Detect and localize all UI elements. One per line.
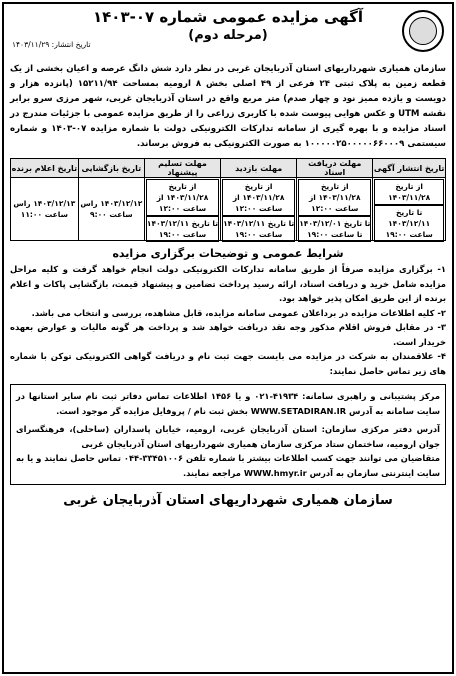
schedule-table xyxy=(10,158,446,241)
cell-docs xyxy=(297,178,373,241)
header-opening-date: تاریخ بازگشایی xyxy=(78,159,144,178)
cell-winner xyxy=(11,178,79,241)
offer-from: از تاریخ ۱۴۰۳/۱۱/۲۸ از ساعت ۱۲:۰۰ xyxy=(146,179,219,216)
opening-value: ۱۴۰۳/۱۲/۱۲ راس ساعت ۹:۰۰ xyxy=(80,199,143,219)
condition-item: ۴- علاقمندان به شرکت در مزایده می بایست جهت ثبت نام و دریافت گواهی الکترونیکی توکن با شماره های زیر تماس حاصل نمایند: xyxy=(10,351,446,376)
header-doc-deadline: مهلت دریافت اسناد xyxy=(297,159,373,178)
header-offer-deadline: مهلت تسلیم پیشنهاد xyxy=(144,159,220,178)
visit-to: تا تاریخ ۱۴۰۳/۱۲/۱۱ ساعت ۱۹:۰۰ xyxy=(222,216,295,242)
docs-to: تا تاریخ ۱۴۰۳/۱۲/۰۱ تا ساعت ۱۹:۰۰ xyxy=(298,216,371,242)
publish-date: تاریخ انتشار: ۱۴۰۳/۱۱/۲۹ xyxy=(12,40,91,49)
footer-org-name: سازمان همیاری شهرداریهای استان آذربایجان غربی xyxy=(63,493,393,508)
offer-to: تا تاریخ ۱۴۰۳/۱۲/۱۱ ساعت ۱۹:۰۰ xyxy=(146,216,219,242)
cell-opening xyxy=(78,178,144,241)
header-visit-deadline: مهلت بازدید xyxy=(221,159,297,178)
notice-subtitle: (مرحله دوم) xyxy=(188,28,268,43)
cell-offer xyxy=(144,178,220,241)
notice-page xyxy=(2,2,454,674)
notice-header xyxy=(10,8,446,60)
support-box xyxy=(10,384,446,485)
header-publish-date: تاریخ انتشار آگهی xyxy=(373,159,446,178)
support-center-text: مرکز پشتیبانی و راهبری سامانه: ۴۱۹۳۴-۰۲۱ و یا ۱۴۵۶ اطلاعات تماس دفاتر ثبت نام سایر استانها در سایت سامانه به آدرس WWW.SETADIRAN.IR بخش ثبت نام / پروفایل مزایده گر موجود است. xyxy=(16,391,440,416)
intro-paragraph: سازمان همیاری شهرداریهای استان آذربایجان غربی در نظر دارد شش دانگ عرصه و اعیان بخشی از یک قطعه زمین به پلاک ثبتی ۲۴ فرعی از ۴۹ اصلی بخش ۸ ارومیه بمساحت ۱۵۲۱۱/۹۴ (پانزده هزار و دویست و یازده ممیز نود و چهار صدم) متر مربع واقع در استان آذربایجان غربی، شهر مرزی سرو برابر نقشه UTM و عکس هوایی پیوست شده با کاربری زراعی را از طریق مزایده عمومی با جزئیات مندرج در اسناد مزایده و با بهره گیری از سامانه تدارکات الکترونیکی دولت با شماره مزایده ۰۷-۱۴۰۳ و شماره سیستمی ۱۰۰۰۰۰۲۵۰۰۰۰۰۶۶۰۰۰۹ به صورت الکترونیکی به فروش برساند. xyxy=(10,64,446,149)
condition-item: ۲- کلیه اطلاعات مزایده در برداعلان عمومی سامانه مزایده، قابل مشاهده، بررسی و انتخاب می باشد. xyxy=(31,307,446,318)
organization-logo-icon xyxy=(402,10,444,52)
publish-from: از تاریخ ۱۴۰۳/۱۱/۲۸ xyxy=(374,179,444,205)
conditions-list xyxy=(10,262,446,378)
contact-text: متقاضیان می توانند جهت کسب اطلاعات بیشتر با شماره تلفن ۳۳۴۵۱۰۰۶-۰۴۴ تماس حاصل نمایند و یا به سایت اینترنتی سازمان به آدرس WWW.hmyr.ir مراجعه نمایند. xyxy=(16,453,440,478)
docs-from: از تاریخ ۱۴۰۳/۱۱/۲۸ از ساعت ۱۲:۰۰ xyxy=(298,179,371,216)
publish-to: تا تاریخ ۱۴۰۳/۱۲/۱۱ ساعت ۱۹:۰۰ xyxy=(374,205,444,242)
condition-item: ۱- برگزاری مزایده صرفاً از طریق سامانه تدارکات الکترونیکی دولت انجام خواهد گرفت و کلیه مراحل مزایده شامل خرید و دریافت اسناد، ارائه رسید پرداخت تضامین و پیشنهاد قیمت، بازگشایی پاکات و اعلام برنده از این طریق امکان پذیر خواهد بود. xyxy=(10,264,446,303)
cell-publish xyxy=(373,178,446,241)
winner-value: ۱۴۰۳/۱۲/۱۳ راس ساعت ۱۱:۰۰ xyxy=(13,199,76,219)
cell-visit xyxy=(221,178,297,241)
schedule-header-row xyxy=(11,159,446,178)
header-winner-date: تاریخ اعلام برنده xyxy=(11,159,79,178)
visit-from: از تاریخ ۱۴۰۳/۱۱/۲۸ از ساعت ۱۲:۰۰ xyxy=(222,179,295,216)
condition-item: ۳- در مقابل فروش اقلام مذکور وجه نقد دریافت خواهد شد و پرداخت هر گونه مالیات و عوارض بعهده خریدار است. xyxy=(10,322,446,347)
office-address-text: آدرس دفتر مرکزی سازمان: استان آذربایجان غربی، ارومیه، خیابان پاسداران (ساحلی)، فرهنگسرای جوان ارومیه، ساختمان ستاد مرکزی سازمان همیاری شهرداریهای استان آذربایجان غربی xyxy=(16,424,440,449)
notice-title: آگهی مزایده عمومی شماره ۰۷-۱۴۰۳ xyxy=(92,8,363,26)
conditions-title: شرایط عمومی و توضیحات برگزاری مزایده xyxy=(112,247,344,260)
schedule-row xyxy=(11,178,446,241)
